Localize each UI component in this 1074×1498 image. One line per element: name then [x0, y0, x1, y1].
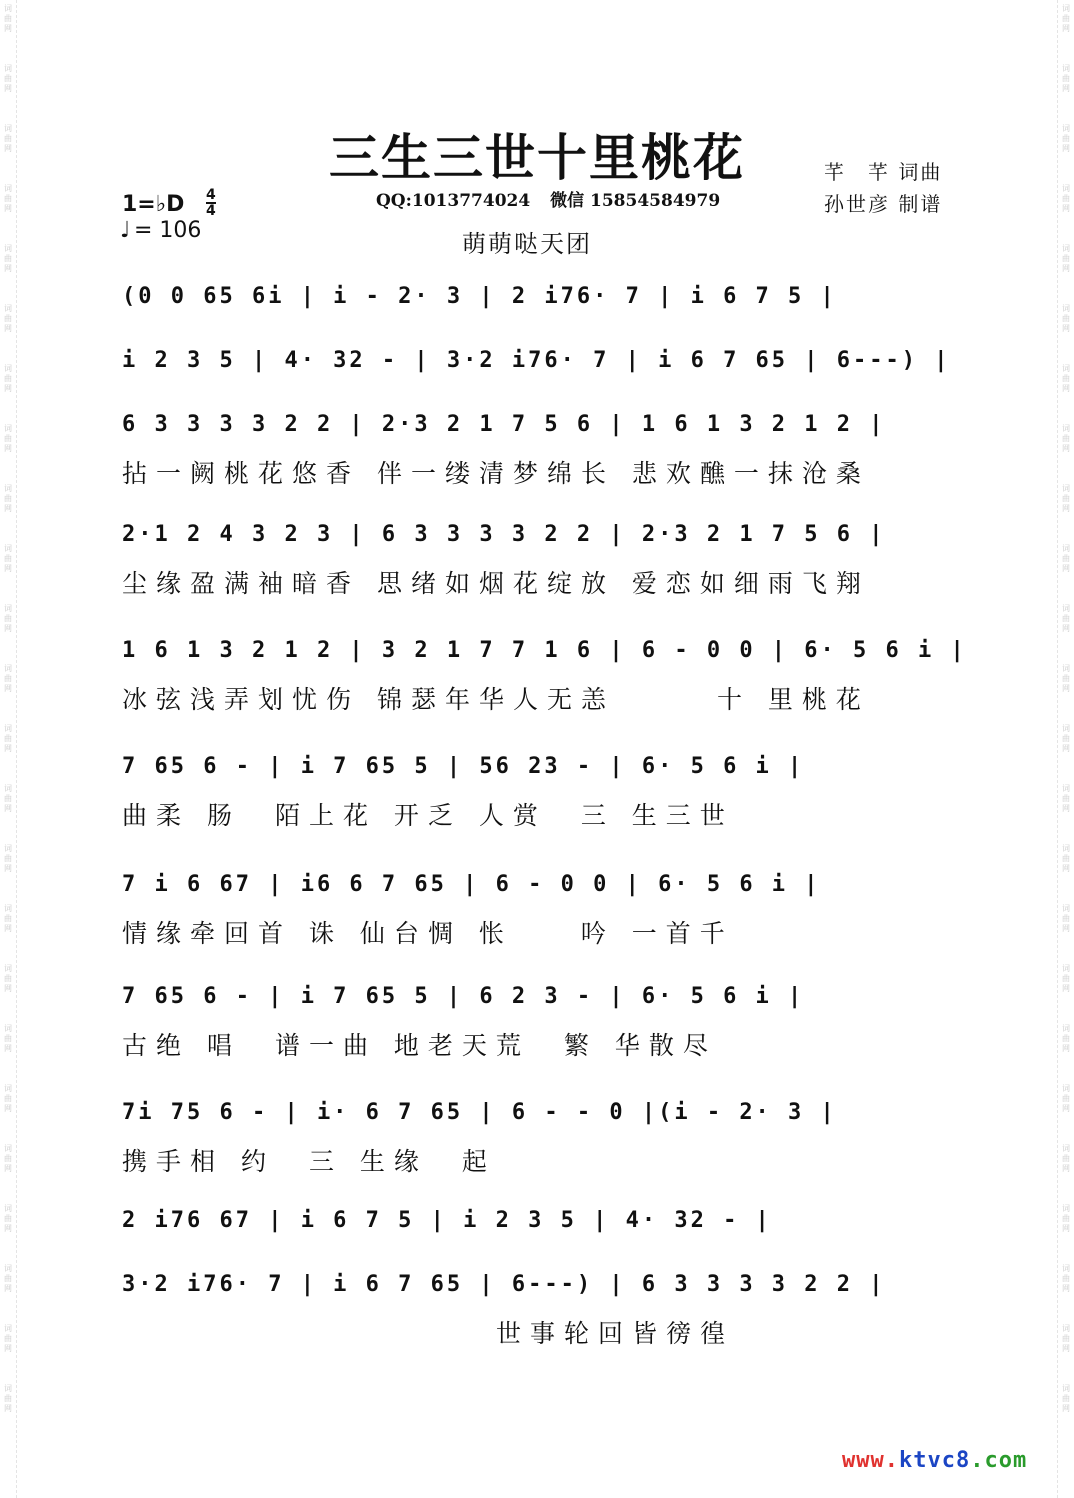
tempo-value: = 106	[134, 218, 202, 243]
notation-row: 2·1 2 4 3 2 3 | 6 3 3 3 3 2 2 | 2·3 2 1 7 5 6 |	[122, 522, 886, 547]
watermark-text: 词 曲 网	[4, 664, 12, 693]
watermark-text: 词 曲 网	[4, 304, 12, 333]
watermark-text: 词 曲 网	[4, 364, 12, 393]
lyrics-row: 世事轮回皆徬徨	[122, 1319, 735, 1348]
watermark-text: 词 曲 网	[4, 244, 12, 273]
transcriber: 孙世彦 制谱	[824, 192, 943, 216]
watermark-text: 词 曲 网	[1062, 1204, 1070, 1233]
lyrics-row: 情缘牵回首 诛 仙台惆 怅 吟 一首千	[122, 919, 734, 948]
watermark-column-left	[0, 4, 16, 1444]
watermark-text: 词 曲 网	[1062, 1084, 1070, 1113]
watermark-text: 词 曲 网	[1062, 64, 1070, 93]
time-top: 4	[206, 187, 216, 203]
wechat-number: 微信 15854584979	[550, 191, 721, 211]
watermark-text: 词 曲 网	[1062, 844, 1070, 873]
watermark-text: 词 曲 网	[1062, 484, 1070, 513]
qq-number: QQ:1013774024	[376, 191, 531, 211]
watermark-text: 词 曲 网	[1062, 124, 1070, 153]
watermark-text: 词 曲 网	[4, 1024, 12, 1053]
lyrics-row: 携手相 约 三 生缘 起	[122, 1147, 496, 1176]
watermark-text: 词 曲 网	[4, 724, 12, 753]
watermark-text: 词 曲 网	[1062, 964, 1070, 993]
watermark-text: 词 曲 网	[4, 964, 12, 993]
notation-row: i 2 3 5 | 4· 32 - | 3·2 i76· 7 | i 6 7 65 | 6---) |	[122, 348, 951, 373]
time-signature	[206, 188, 216, 218]
watermark-text: 词 曲 网	[1062, 4, 1070, 33]
watermark-text: 词 曲 网	[4, 1084, 12, 1113]
watermark-text: 词 曲 网	[1062, 244, 1070, 273]
key-label: 1=♭D	[122, 192, 185, 217]
singer: 萌萌哒天团	[462, 230, 592, 258]
watermark-text: 词 曲 网	[1062, 1324, 1070, 1353]
watermark-text: 词 曲 网	[4, 1324, 12, 1353]
notation-row: 7 65 6 - | i 7 65 5 | 6 2 3 - | 6· 5 6 i |	[122, 984, 805, 1009]
contact-info	[376, 186, 734, 211]
key-signature	[122, 187, 216, 219]
notation-row: (0 0 65 6i | i - 2· 3 | 2 i76· 7 | i 6 7 5 |	[122, 284, 837, 309]
lyrics-row: 拈一阙桃花悠香 伴一缕清梦绵长 悲欢醮一抹沧桑	[122, 459, 870, 488]
watermark-text: 词 曲 网	[1062, 1144, 1070, 1173]
notation-row: 1 6 1 3 2 1 2 | 3 2 1 7 7 1 6 | 6 - 0 0 | 6· 5 6 i |	[122, 638, 967, 663]
watermark-text: 词 曲 网	[4, 904, 12, 933]
watermark-text: 词 曲 网	[1062, 1384, 1070, 1413]
lyrics-row: 古绝 唱 谱一曲 地老天荒 繁 华散尽	[122, 1031, 717, 1060]
notation-row: 6 3 3 3 3 2 2 | 2·3 2 1 7 5 6 | 1 6 1 3 2 1 2 |	[122, 412, 886, 437]
watermark-text: 词 曲 网	[1062, 724, 1070, 753]
watermark-text: 词 曲 网	[1062, 184, 1070, 213]
watermark-text: 词 曲 网	[1062, 364, 1070, 393]
watermark-text: 词 曲 网	[4, 844, 12, 873]
watermark-text: 词 曲 网	[4, 1144, 12, 1173]
watermark-text: 词 曲 网	[4, 1264, 12, 1293]
notation-row: 7 65 6 - | i 7 65 5 | 56 23 - | 6· 5 6 i |	[122, 754, 805, 779]
watermark-text: 词 曲 网	[1062, 304, 1070, 333]
watermark-text: 词 曲 网	[1062, 1024, 1070, 1053]
notation-row: 7 i 6 67 | i6 6 7 65 | 6 - 0 0 | 6· 5 6 i |	[122, 872, 821, 897]
notation-row: 2 i76 67 | i 6 7 5 | i 2 3 5 | 4· 32 - |	[122, 1208, 772, 1233]
watermark-text: 词 曲 网	[1062, 784, 1070, 813]
notation-row: 3·2 i76· 7 | i 6 7 65 | 6---) | 6 3 3 3 3 2 2 |	[122, 1272, 886, 1297]
watermark-text: 词 曲 网	[4, 1384, 12, 1413]
watermark-text: 词 曲 网	[4, 484, 12, 513]
footer-www: www.	[842, 1448, 899, 1473]
watermark-text: 词 曲 网	[4, 64, 12, 93]
quarter-note-icon: ♩	[120, 218, 131, 243]
watermark-text: 词 曲 网	[4, 124, 12, 153]
watermark-text: 词 曲 网	[1062, 604, 1070, 633]
watermark-text: 词 曲 网	[1062, 424, 1070, 453]
watermark-text: 词 曲 网	[4, 1204, 12, 1233]
tempo	[120, 218, 201, 243]
footer-tld: .com	[970, 1448, 1028, 1473]
footer-domain: ktvc8	[898, 1448, 971, 1473]
watermark-text: 词 曲 网	[4, 604, 12, 633]
watermark-column-right	[1058, 4, 1074, 1444]
watermark-text: 词 曲 网	[1062, 544, 1070, 573]
notation-row: 7i 75 6 - | i· 6 7 65 | 6 - - 0 |(i - 2· 3 |	[122, 1100, 837, 1125]
lyrics-row: 冰弦浅弄划忧伤 锦瑟年华人无恙 十 里桃花	[122, 685, 870, 714]
watermark-text: 词 曲 网	[4, 184, 12, 213]
lyricist-composer: 芊 芊 词曲	[824, 160, 943, 184]
watermark-text: 词 曲 网	[1062, 1264, 1070, 1293]
watermark-text: 词 曲 网	[4, 424, 12, 453]
time-bottom: 4	[206, 203, 216, 219]
lyrics-row: 尘缘盈满袖暗香 思绪如烟花绽放 爱恋如细雨飞翔	[122, 569, 870, 598]
watermark-text: 词 曲 网	[4, 544, 12, 573]
watermark-text: 词 曲 网	[1062, 904, 1070, 933]
watermark-text: 词 曲 网	[4, 784, 12, 813]
site-footer	[842, 1448, 1027, 1473]
song-title: 三生三世十里桃花	[329, 128, 745, 187]
lyrics-row: 曲柔 肠 陌上花 开乏 人赏 三 生三世	[122, 801, 734, 830]
watermark-text: 词 曲 网	[4, 4, 12, 33]
watermark-text: 词 曲 网	[1062, 664, 1070, 693]
